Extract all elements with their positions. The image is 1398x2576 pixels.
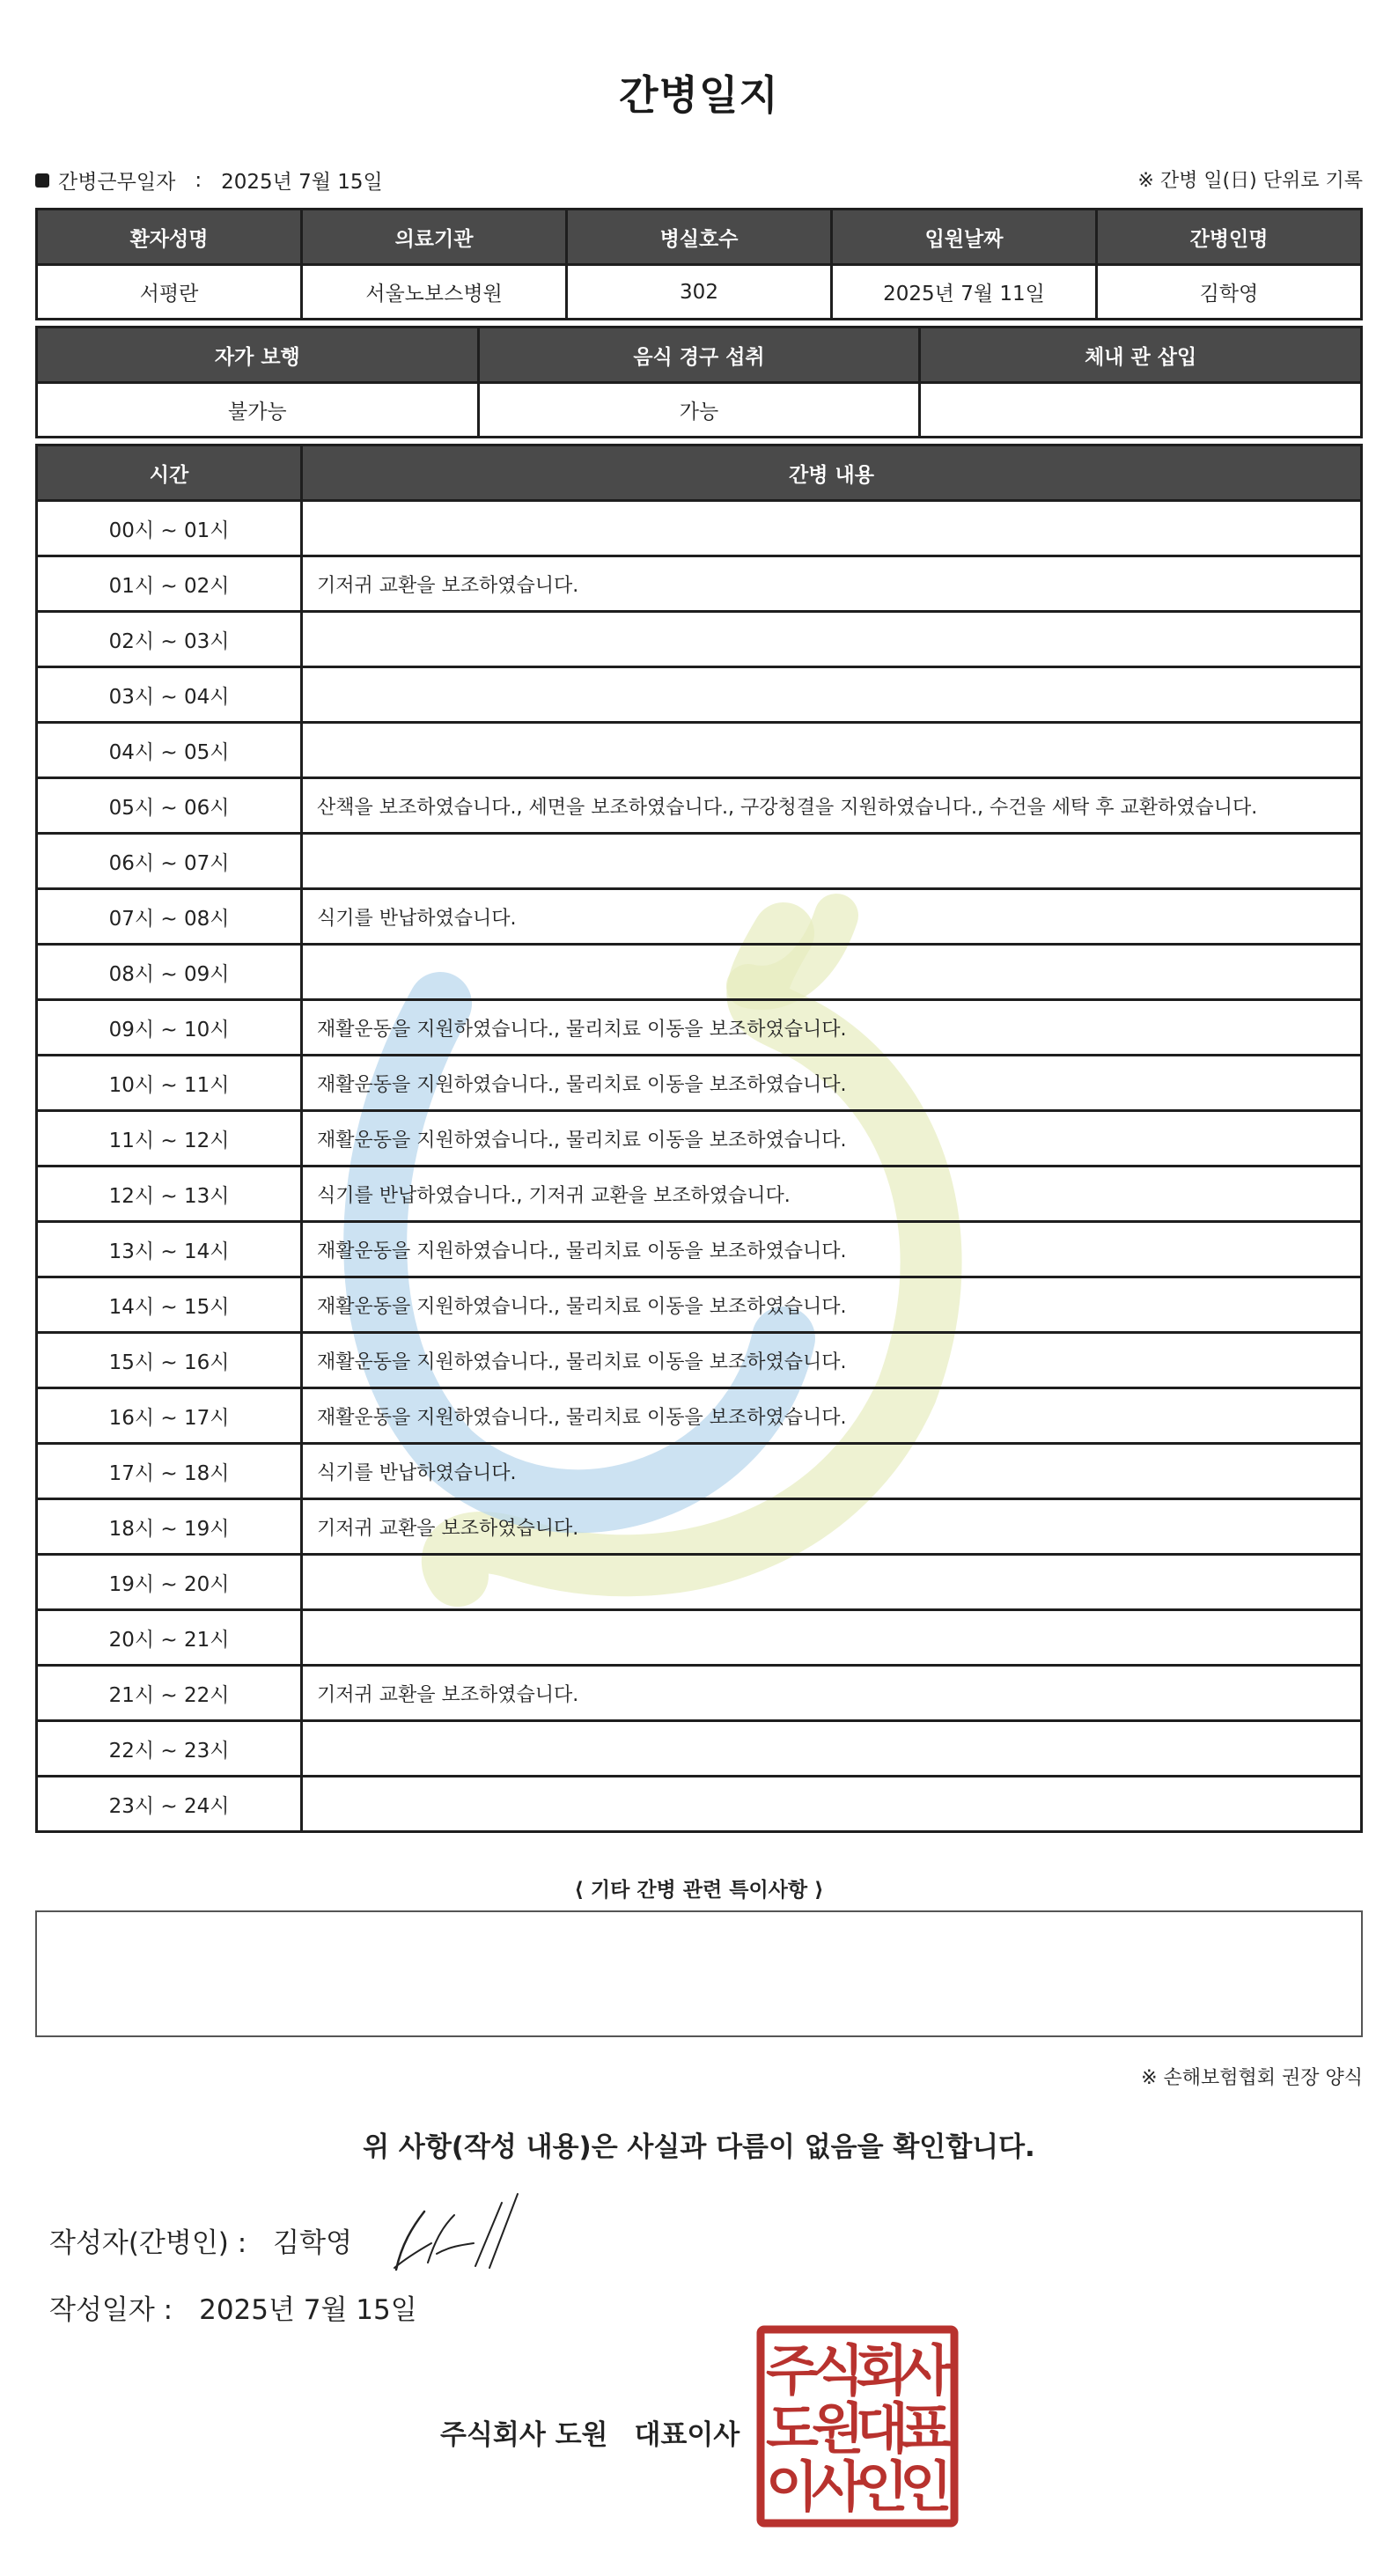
log-time: 20시 ~ 21시 [37, 1610, 302, 1666]
log-row [37, 501, 1362, 556]
work-date-label: 간병근무일자 [58, 171, 176, 194]
log-content [302, 612, 1362, 667]
log-content [302, 1555, 1362, 1610]
log-content [302, 1610, 1362, 1666]
log-row [37, 1056, 1362, 1111]
header-tube-insertion: 체내 관 삽입 [920, 328, 1362, 383]
log-content [302, 834, 1362, 889]
log-row [37, 945, 1362, 1000]
company-line [440, 2412, 739, 2452]
log-time: 05시 ~ 06시 [37, 778, 302, 834]
special-notes-box [35, 1910, 1363, 2037]
log-time: 03시 ~ 04시 [37, 667, 302, 723]
header-self-walking: 자가 보행 [37, 328, 479, 383]
log-time: 14시 ~ 15시 [37, 1277, 302, 1333]
written-date-value: 2025년 7월 15일 [199, 2294, 417, 2326]
svg-text:대: 대 [856, 2396, 909, 2461]
log-content [302, 1777, 1362, 1832]
log-row [37, 1388, 1362, 1444]
log-time: 13시 ~ 14시 [37, 1222, 302, 1277]
writer-label: 작성자(간병인) : [49, 2227, 247, 2259]
svg-text:인: 인 [856, 2455, 909, 2519]
log-content: 재활운동을 지원하였습니다., 물리치료 이동을 보조하였습니다. [302, 1000, 1362, 1056]
header-oral-intake: 음식 경구 섭취 [478, 328, 920, 383]
log-content: 식기를 반납하였습니다. [302, 889, 1362, 945]
log-time: 08시 ~ 09시 [37, 945, 302, 1000]
work-date [35, 166, 383, 195]
log-row [37, 1499, 1362, 1555]
log-time: 07시 ~ 08시 [37, 889, 302, 945]
log-row [37, 1167, 1362, 1222]
ceo-label: 대표이사 [634, 2419, 740, 2451]
log-content: 재활운동을 지원하였습니다., 물리치료 이동을 보조하였습니다. [302, 1388, 1362, 1444]
recommend-note: ※ 손해보험협회 권장 양식 [1141, 2067, 1363, 2089]
log-time: 12시 ~ 13시 [37, 1167, 302, 1222]
log-time: 11시 ~ 12시 [37, 1111, 302, 1167]
log-row [37, 667, 1362, 723]
log-content: 식기를 반납하였습니다. [302, 1444, 1362, 1499]
log-row [37, 1333, 1362, 1388]
log-content [302, 501, 1362, 556]
log-row [37, 1111, 1362, 1167]
admission-date: 2025년 7월 11일 [832, 265, 1097, 320]
patient-name: 서평란 [37, 265, 302, 320]
header-patient-name: 환자성명 [37, 210, 302, 265]
patient-status-table [35, 326, 1363, 438]
svg-text:회: 회 [856, 2338, 909, 2403]
room-number: 302 [567, 265, 832, 320]
log-time: 17시 ~ 18시 [37, 1444, 302, 1499]
writer-line [49, 2220, 352, 2260]
log-row [37, 889, 1362, 945]
svg-text:인: 인 [900, 2455, 953, 2519]
log-row [37, 1277, 1362, 1333]
log-time: 16시 ~ 17시 [37, 1388, 302, 1444]
header-room-number: 병실호수 [567, 210, 832, 265]
header-admission-date: 입원날짜 [832, 210, 1097, 265]
log-time: 23시 ~ 24시 [37, 1777, 302, 1832]
tube-insertion-value [920, 383, 1362, 438]
page-title: 간병일지 [619, 71, 779, 119]
log-time: 04시 ~ 05시 [37, 723, 302, 778]
company-seal-stamp [755, 2324, 960, 2528]
header-caregiver-name: 간병인명 [1097, 210, 1362, 265]
log-row [37, 723, 1362, 778]
header-care-content: 간병 내용 [302, 445, 1362, 501]
log-content [302, 1721, 1362, 1777]
bullet-square-icon [35, 173, 49, 188]
handwritten-signature [370, 2192, 525, 2277]
special-notes-label: ⟨ 기타 간병 관련 특이사항 ⟩ [574, 1879, 824, 1902]
confirmation-statement: 위 사항(작성 내용)은 사실과 다름이 없음을 확인합니다. [363, 2131, 1035, 2163]
log-content: 재활운동을 지원하였습니다., 물리치료 이동을 보조하였습니다. [302, 1111, 1362, 1167]
log-time: 00시 ~ 01시 [37, 501, 302, 556]
svg-text:이: 이 [766, 2455, 819, 2519]
header-time: 시간 [37, 445, 302, 501]
written-date-label: 작성일자 : [49, 2294, 173, 2326]
log-content: 기저귀 교환을 보조하였습니다. [302, 1499, 1362, 1555]
svg-text:주: 주 [766, 2338, 819, 2403]
log-content [302, 667, 1362, 723]
log-content [302, 723, 1362, 778]
svg-text:사: 사 [900, 2338, 953, 2403]
log-time: 10시 ~ 11시 [37, 1056, 302, 1111]
self-walking-value: 불가능 [37, 383, 479, 438]
log-row [37, 1000, 1362, 1056]
log-row [37, 1222, 1362, 1277]
log-content: 재활운동을 지원하였습니다., 물리치료 이동을 보조하였습니다. [302, 1333, 1362, 1388]
log-row [37, 1666, 1362, 1721]
log-content: 재활운동을 지원하였습니다., 물리치료 이동을 보조하였습니다. [302, 1277, 1362, 1333]
log-content: 기저귀 교환을 보조하였습니다. [302, 556, 1362, 612]
writer-name: 김학영 [273, 2227, 353, 2259]
log-time: 15시 ~ 16시 [37, 1333, 302, 1388]
svg-text:사: 사 [812, 2455, 865, 2519]
log-time: 02시 ~ 03시 [37, 612, 302, 667]
caregiver-name: 김학영 [1097, 265, 1362, 320]
log-row [37, 1721, 1362, 1777]
log-content: 식기를 반납하였습니다., 기저귀 교환을 보조하였습니다. [302, 1167, 1362, 1222]
log-row [37, 778, 1362, 834]
care-log-table [35, 444, 1363, 1833]
svg-text:표: 표 [900, 2396, 953, 2461]
unit-note: ※ 간병 일(日) 단위로 기록 [1137, 170, 1363, 192]
log-time: 21시 ~ 22시 [37, 1666, 302, 1721]
log-row [37, 1777, 1362, 1832]
hospital-name: 서울노보스병원 [302, 265, 567, 320]
log-time: 09시 ~ 10시 [37, 1000, 302, 1056]
log-row [37, 1444, 1362, 1499]
log-content: 기저귀 교환을 보조하였습니다. [302, 1666, 1362, 1721]
written-date-line [49, 2287, 417, 2327]
log-row [37, 612, 1362, 667]
log-content [302, 945, 1362, 1000]
header-hospital: 의료기관 [302, 210, 567, 265]
log-time: 18시 ~ 19시 [37, 1499, 302, 1555]
log-time: 19시 ~ 20시 [37, 1555, 302, 1610]
log-row [37, 1610, 1362, 1666]
log-row [37, 556, 1362, 612]
company-name: 주식회사 도원 [440, 2419, 608, 2451]
work-date-separator: : [195, 168, 202, 192]
log-time: 06시 ~ 07시 [37, 834, 302, 889]
log-time: 01시 ~ 02시 [37, 556, 302, 612]
log-content: 산책을 보조하였습니다., 세면을 보조하였습니다., 구강청결을 지원하였습니다., 수건을 세탁 후 교환하였습니다. [302, 778, 1362, 834]
work-date-value: 2025년 7월 15일 [221, 171, 383, 194]
log-content: 재활운동을 지원하였습니다., 물리치료 이동을 보조하였습니다. [302, 1056, 1362, 1111]
log-content: 재활운동을 지원하였습니다., 물리치료 이동을 보조하였습니다. [302, 1222, 1362, 1277]
log-row [37, 1555, 1362, 1610]
log-row [37, 834, 1362, 889]
svg-text:원: 원 [812, 2396, 865, 2461]
svg-text:도: 도 [766, 2396, 819, 2461]
svg-text:식: 식 [812, 2338, 865, 2403]
log-time: 22시 ~ 23시 [37, 1721, 302, 1777]
patient-info-table [35, 208, 1363, 320]
oral-intake-value: 가능 [478, 383, 920, 438]
